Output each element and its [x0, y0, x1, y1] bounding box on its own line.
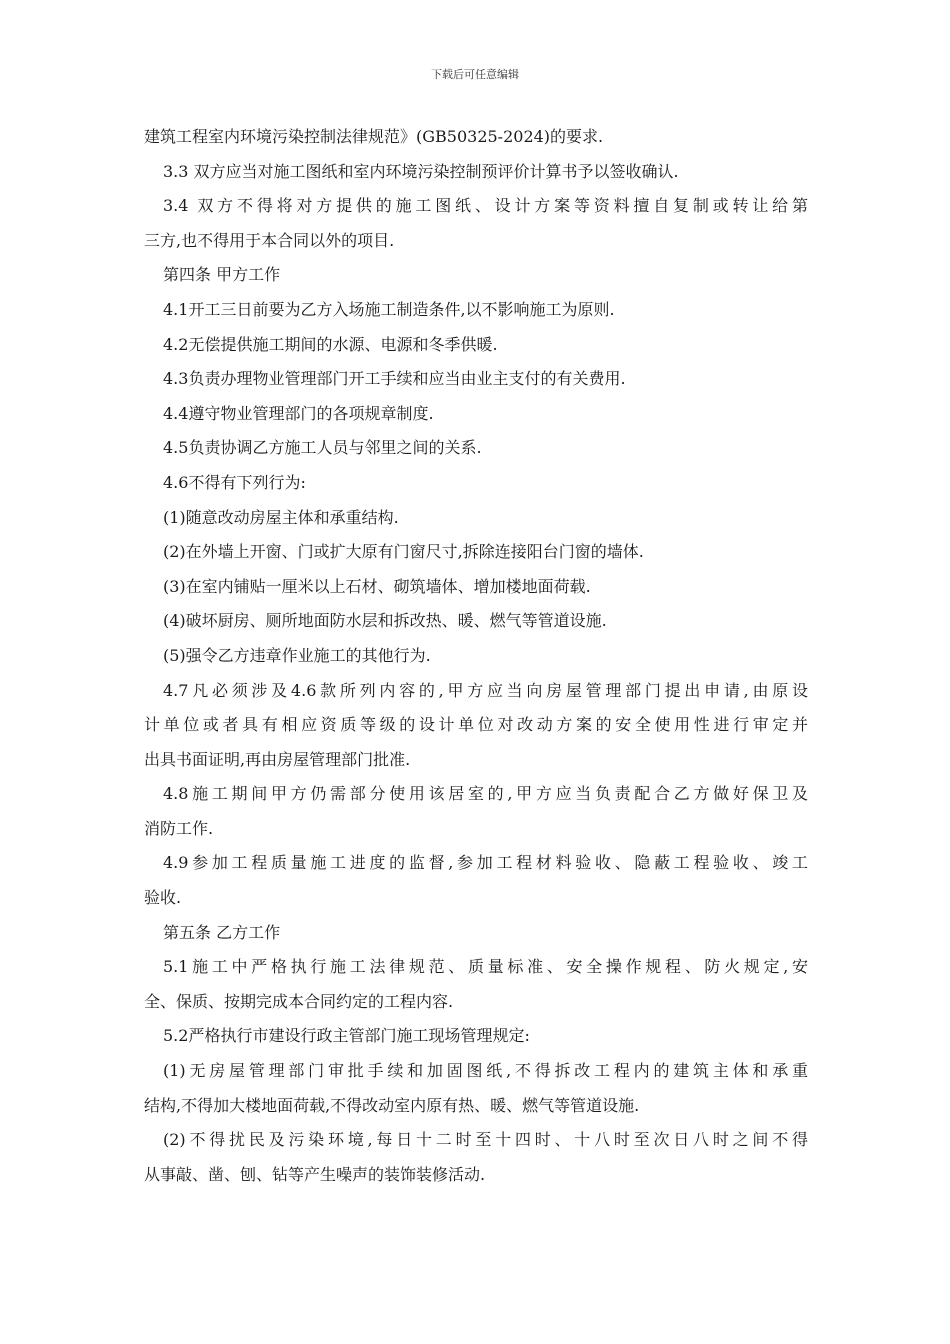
text-line: 4.9参加工程质量施工进度的监督,参加工程材料验收、隐蔽工程验收、竣工	[163, 853, 808, 873]
text-line: 5.2严格执行市建设行政主管部门施工现场管理规定:	[163, 1026, 530, 1046]
text-line: 验收.	[144, 888, 182, 908]
text-line: 3.3 双方应当对施工图纸和室内环境污染控制预评价计算书予以签收确认.	[163, 161, 679, 181]
text-line: 4.5负责协调乙方施工人员与邻里之间的关系.	[163, 438, 482, 458]
text-line: 3.4 双方不得将对方提供的施工图纸、设计方案等资料擅自复制或转让给第	[163, 196, 808, 216]
text-line: 4.4遵守物业管理部门的各项规章制度.	[163, 403, 434, 423]
text-line: 结构,不得加大楼地面荷载,不得改动室内原有热、暖、燃气等管道设施.	[144, 1095, 640, 1115]
text-line: (2)不得扰民及污染环境,每日十二时至十四时、十八时至次日八时之间不得	[163, 1130, 808, 1150]
document-body	[144, 120, 808, 1192]
text-line: 4.7凡必须涉及4.6款所列内容的,甲方应当向房屋管理部门提出申请,由原设	[163, 680, 808, 700]
text-line: 4.6不得有下列行为:	[163, 472, 306, 492]
text-line: 5.1施工中严格执行施工法律规范、质量标准、安全操作规程、防火规定,安	[163, 957, 808, 977]
text-line: (3)在室内铺贴一厘米以上石材、砌筑墙体、增加楼地面荷载.	[163, 576, 591, 596]
text-line: 第五条 乙方工作	[163, 922, 281, 942]
text-line: 4.8施工期间甲方仍需部分使用该居室的,甲方应当负责配合乙方做好保卫及	[163, 784, 808, 804]
text-line: 消防工作.	[144, 818, 214, 838]
text-line: (1)无房屋管理部门审批手续和加固图纸,不得拆改工程内的建筑主体和承重	[163, 1061, 808, 1081]
text-line: 4.1开工三日前要为乙方入场施工制造条件,以不影响施工为原则.	[163, 299, 615, 319]
text-line: 计单位或者具有相应资质等级的设计单位对改动方案的安全使用性进行审定并	[144, 715, 808, 735]
text-line: 出具书面证明,再由房屋管理部门批准.	[144, 749, 411, 769]
text-line: 三方,也不得用于本合同以外的项目.	[144, 230, 395, 250]
text-line: 从事敲、凿、刨、钻等产生噪声的装饰装修活动.	[144, 1164, 486, 1184]
text-line: 第四条 甲方工作	[163, 265, 281, 285]
text-line: (2)在外墙上开窗、门或扩大原有门窗尺寸,拆除连接阳台门窗的墙体.	[163, 542, 644, 562]
text-line: 4.2无偿提供施工期间的水源、电源和冬季供暖.	[163, 334, 498, 354]
page-header: 下载后可任意编辑	[431, 68, 519, 81]
text-line: (1)随意改动房屋主体和承重结构.	[163, 507, 399, 527]
text-line: (5)强令乙方违章作业施工的其他行为.	[163, 645, 431, 665]
text-line: (4)破坏厨房、厕所地面防水层和拆改热、暖、燃气等管道设施.	[163, 611, 607, 631]
text-line: 4.3负责办理物业管理部门开工手续和应当由业主支付的有关费用.	[163, 369, 626, 389]
text-line: 建筑工程室内环境污染控制法律规范》(GB50325-2024)的要求.	[144, 127, 604, 146]
text-line: 全、保质、按期完成本合同约定的工程内容.	[144, 991, 454, 1011]
